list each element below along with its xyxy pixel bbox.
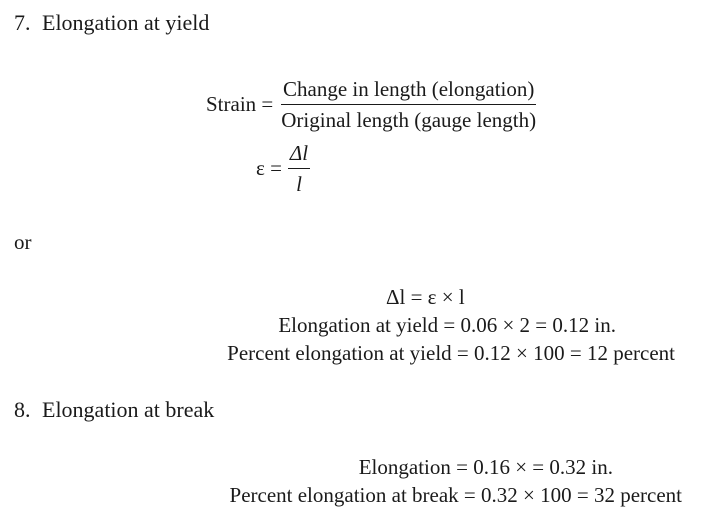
epsilon-denominator: l [296,172,302,196]
percent-elongation-at-break-line: Percent elongation at break = 0.32 × 100 = 32 percent [229,483,682,507]
epsilon-lhs: ε = [256,156,282,180]
section-7-heading [14,10,209,36]
epsilon-numerator: Δl [288,140,310,169]
strain-lhs: Strain = [206,92,274,116]
section-8-heading [14,397,214,423]
strain-numerator: Change in length (elongation) [281,76,536,105]
strain-denominator: Original length (gauge length) [281,108,537,132]
epsilon-equation [256,140,310,197]
strain-equation [206,76,538,133]
elongation-at-yield-line: Elongation at yield = 0.06 × 2 = 0.12 in. [278,313,616,337]
section-8-number: 8. [14,397,31,422]
section-8-title: Elongation at break [42,397,215,422]
section-7-title: Elongation at yield [42,10,210,35]
strain-fraction [279,76,538,133]
percent-elongation-at-yield-line: Percent elongation at yield = 0.12 × 100 = 12 percent [227,341,675,365]
delta-equation: Δl = ε × l [386,285,465,309]
epsilon-fraction [288,140,310,197]
elongation-at-break-line: Elongation = 0.16 × = 0.32 in. [358,455,613,479]
or-text: or [14,230,32,254]
section-7-number: 7. [14,10,31,35]
